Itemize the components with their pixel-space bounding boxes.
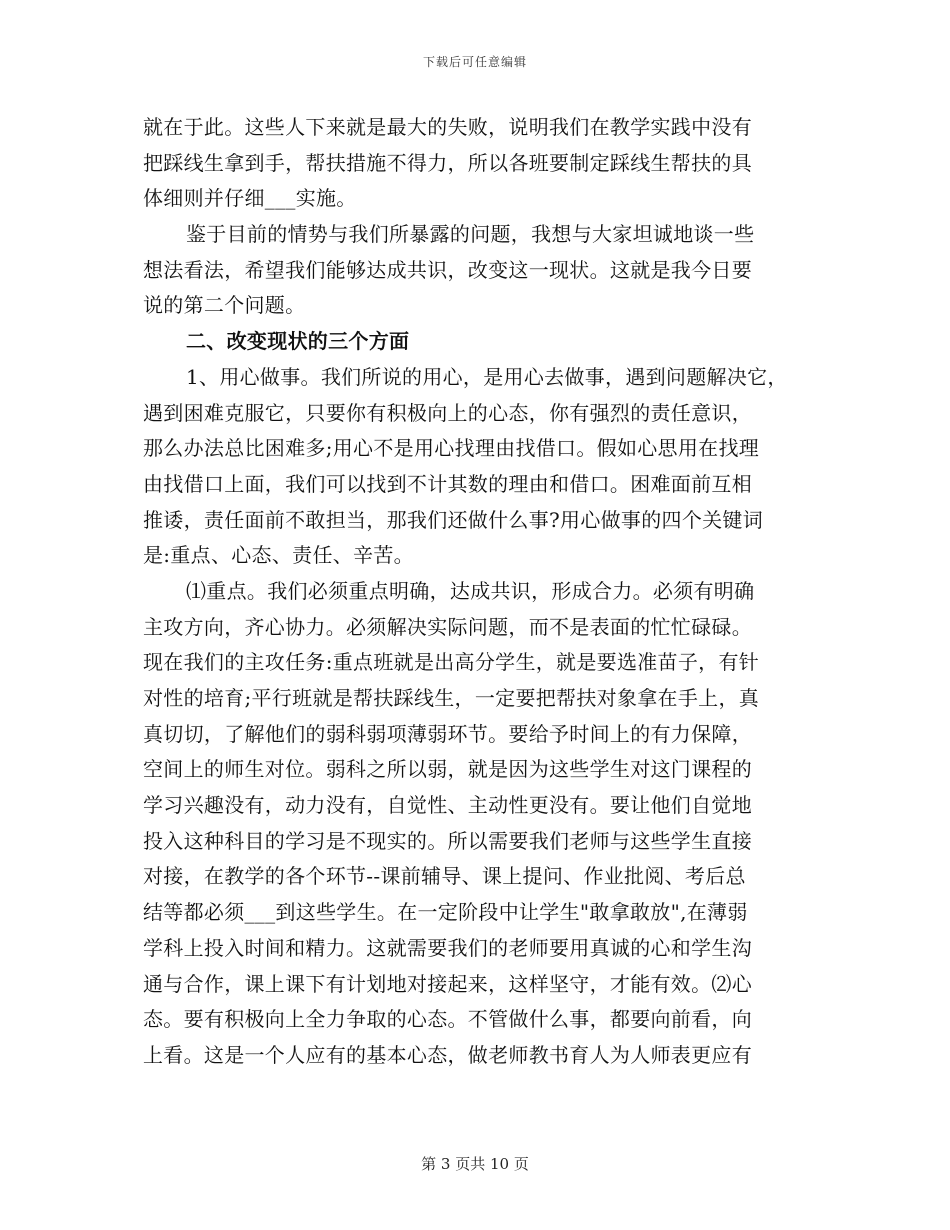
text-line: 就在于此。这些人下来就是最大的失败，说明我们在教学实践中没有: [143, 115, 752, 139]
text-line: 真切切，了解他们的弱科弱项薄弱环节。要给予时间上的有力保障，: [143, 721, 752, 746]
text-line: 结等都必须___到这些学生。在一定阶段中让学生"敢拿敢放",在薄弱: [143, 900, 748, 925]
text-line: 空间上的师生对位。弱科之所以弱，就是因为这些学生对这门课程的: [143, 757, 752, 782]
text-line: 1、用心做事。我们所说的用心，是用心去做事，遇到问题解决它，: [186, 364, 788, 389]
text-line: 学科上投入时间和精力。这就需要我们的老师要用真诚的心和学生沟: [143, 935, 752, 960]
text-line: 体细则并仔细___实施。: [143, 186, 357, 211]
text-line: 把踩线生拿到手，帮扶措施不得力，所以各班要制定踩线生帮扶的具: [143, 150, 752, 175]
text-line: 投入这种科目的学习是不现实的。所以需要我们老师与这些学生直接: [143, 828, 752, 853]
text-line: 主攻方向，齐心协力。必须解决实际问题，而不是表面的忙忙碌碌。: [143, 614, 752, 639]
text-line: 想法看法，希望我们能够达成共识，改变这一现状。这就是我今日要: [143, 257, 752, 282]
text-line: ⑴重点。我们必须重点明确，达成共识，形成合力。必须有明确: [186, 578, 755, 603]
page-header: 下载后可任意编辑: [422, 55, 527, 69]
text-line: 态。要有积极向上全力争取的心态。不管做什么事，都要向前看，向: [143, 1007, 752, 1032]
text-line: 说的第二个问题。: [143, 293, 306, 318]
document-body: [143, 110, 823, 1074]
text-line: 推诿，责任面前不敢担当，那我们还做什么事?用心做事的四个关键词: [143, 507, 764, 532]
text-line: 通与合作，课上课下有计划地对接起来，这样坚守，才能有效。⑵心: [143, 971, 752, 996]
section-heading: 二、改变现状的三个方面: [186, 329, 410, 354]
page-footer: 第 3 页共 10 页: [421, 1155, 529, 1173]
text-line: 现在我们的主攻任务:重点班就是出高分学生，就是要选准苗子，有针: [143, 650, 760, 675]
text-line: 鉴于目前的情势与我们所暴露的问题，我想与大家坦诚地谈一些: [186, 222, 755, 247]
text-line: 由找借口上面，我们可以找到不计其数的理由和借口。困难面前互相: [143, 471, 752, 496]
text-line: 学习兴趣没有，动力没有，自觉性、主动性更没有。要让他们自觉地: [143, 793, 752, 818]
text-line: 上看。这是一个人应有的基本心态，做老师教书育人为人师表更应有: [143, 1042, 752, 1067]
text-line: 是:重点、心态、责任、辛苦。: [143, 543, 414, 568]
text-line: 那么办法总比困难多;用心不是用心找理由找借口。假如心思用在找理: [143, 436, 760, 461]
text-line: 对接，在教学的各个环节--课前辅导、课上提问、作业批阅、考后总: [143, 864, 746, 889]
text-line: 遇到困难克服它，只要你有积极向上的心态，你有强烈的责任意识，: [143, 400, 752, 425]
text-line: 对性的培育;平行班就是帮扶踩线生，一定要把帮扶对象拿在手上，真: [143, 686, 760, 710]
